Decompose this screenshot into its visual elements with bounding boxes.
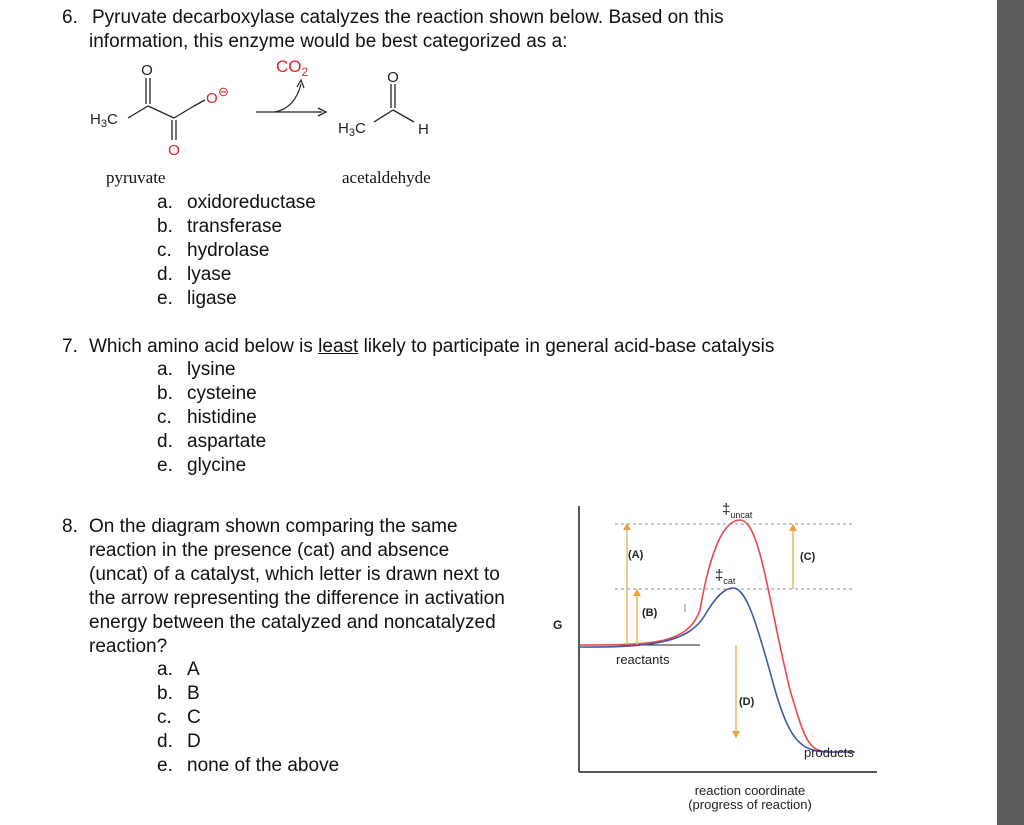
svg-text:O: O [387,69,399,86]
acetaldehyde-label: acetaldehyde [342,168,431,187]
q8-text-line2: reaction in the presence (cat) and absence [89,540,450,561]
q8-text-line1: On the diagram shown comparing the same [89,516,458,537]
negative-charge: ⊖ [218,84,229,99]
svg-text:H: H [418,121,429,138]
svg-text:O: O [168,142,180,159]
pyruvate-structure [128,78,205,140]
energy-diagram [540,492,885,822]
catalyzed-curve [580,588,855,752]
svg-text:O: O [141,62,153,79]
reactants-label: reactants [616,652,670,667]
q8-number: 8. [62,516,78,537]
q7-number: 7. [62,336,78,357]
label-b: (B) [642,607,658,619]
q8-text-line4: the arrow representing the difference in activation [89,588,505,609]
acetaldehyde-structure [374,84,414,122]
label-c: (C) [800,551,816,563]
svg-text:O: O [206,90,218,107]
label-d: (D) [739,696,755,708]
q8-text-line3: (uncat) of a catalyst, which letter is drawn next to [89,564,500,585]
q8-text-line6: reaction? [89,636,168,657]
co2-label: $CO_2$ [276,57,309,79]
q7-text: Which amino acid below is least likely to participate in general acid-base catalysis [89,336,775,357]
pyruvate-methyl: $H_3C$ [90,111,118,130]
products-label: products [804,745,854,760]
q6-text-line1: Pyruvate decarboxylase catalyzes the reaction shown below. Based on this [92,7,724,28]
q6-text-line2: information, this enzyme would be best categorized as a: [89,31,568,52]
q8-text-line5: energy between the catalyzed and noncatalyzed [89,612,496,633]
acetaldehyde-methyl: $H_3C$ [338,120,366,139]
ts-cat-label: $\ddagger_{cat}$ [715,567,736,586]
label-a: (A) [628,549,644,561]
x-axis-label-2: (progress of reaction) [688,797,812,812]
ts-uncat-label: $\ddagger_{uncat}$ [722,501,753,520]
scrollbar[interactable] [997,0,1024,825]
x-axis-label-1: reaction coordinate [694,783,806,798]
q6-number: 6. [62,7,78,28]
g-axis-label: G [553,618,563,632]
pyruvate-label: pyruvate [106,168,166,187]
